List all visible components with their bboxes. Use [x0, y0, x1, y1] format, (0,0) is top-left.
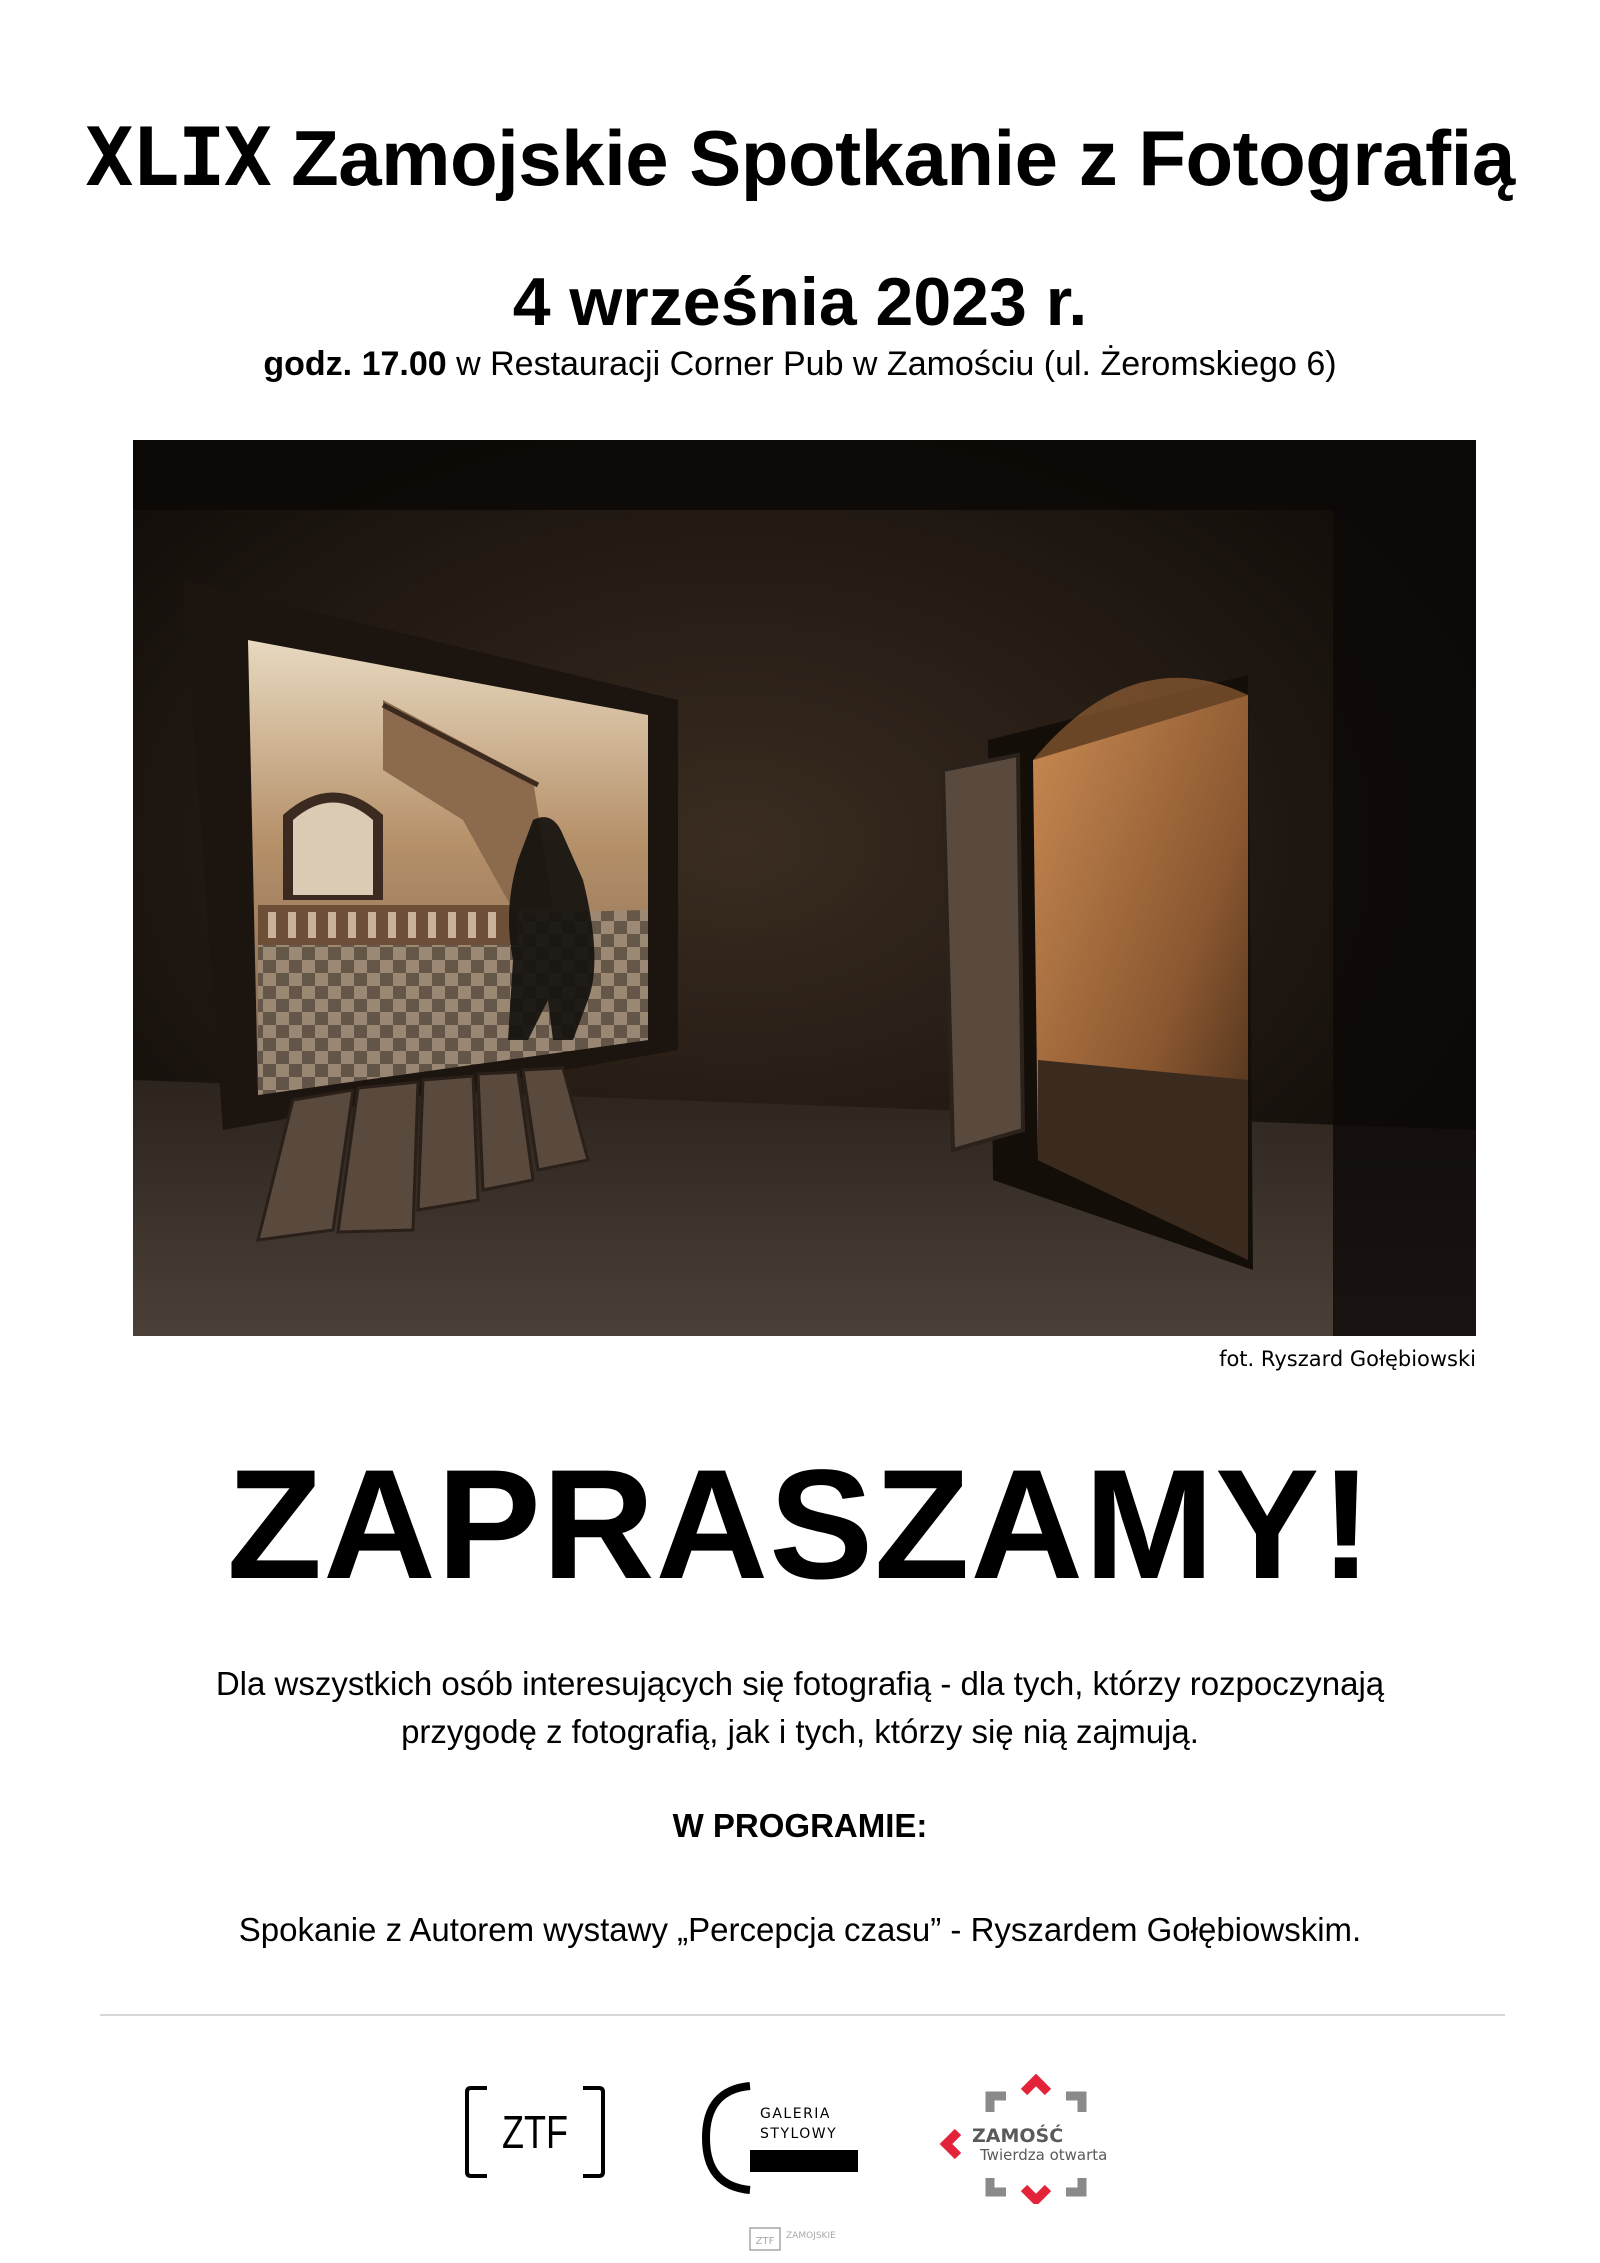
event-venue	[0, 346, 1600, 383]
zamosc-logo	[936, 2074, 1136, 2204]
event-date: 4 września 2023 r.	[512, 264, 1088, 340]
footer-divider	[100, 2014, 1505, 2016]
galeria-stylowy-logo	[702, 2080, 862, 2196]
event-description	[0, 1660, 1600, 1756]
ztf-logo	[465, 2084, 605, 2180]
description-line: przygodę z fotografią, jak i tych, którzy się nią zajmują.	[401, 1712, 1199, 1750]
photo-credit: fot. Ryszard Gołębiowski	[1219, 1347, 1476, 1371]
event-photo	[133, 440, 1476, 1336]
title-roman-numeral: XLIX	[85, 111, 270, 204]
poster-title	[0, 111, 1600, 204]
small-ztf-text: ZTF	[755, 2236, 775, 2247]
photo-illustration	[133, 440, 1476, 1336]
ztf-logo-text: ZTF	[502, 2106, 568, 2158]
small-ztf-mark	[748, 2224, 860, 2254]
zamosc-name: ZAMOŚĆ	[972, 2125, 1064, 2147]
description-line: Dla wszystkich osób interesujących się fotografią - dla tych, którzy rozpoczynają	[215, 1665, 1385, 1702]
zamosc-tagline: Twierdza otwarta	[980, 2146, 1108, 2164]
title-text: Zamojskie Spotkanie z Fotografią	[291, 114, 1515, 202]
small-mark-text: ZAMOJSKIE	[786, 2231, 836, 2241]
program-heading: W PROGRAMIE:	[672, 1807, 928, 1844]
invite-heading: ZAPRASZAMY!	[226, 1438, 1374, 1612]
venue-text: w Restauracji Corner Pub w Zamościu (ul. Żeromskiego 6)	[446, 345, 1337, 383]
galeria-text: GALERIA	[760, 2106, 832, 2122]
event-time: godz. 17.00	[263, 345, 447, 383]
stylowy-text: STYLOWY	[760, 2126, 838, 2142]
program-item: Spokanie z Autorem wystawy „Percepcja czasu” - Ryszardem Gołębiowskim.	[238, 1911, 1362, 1948]
